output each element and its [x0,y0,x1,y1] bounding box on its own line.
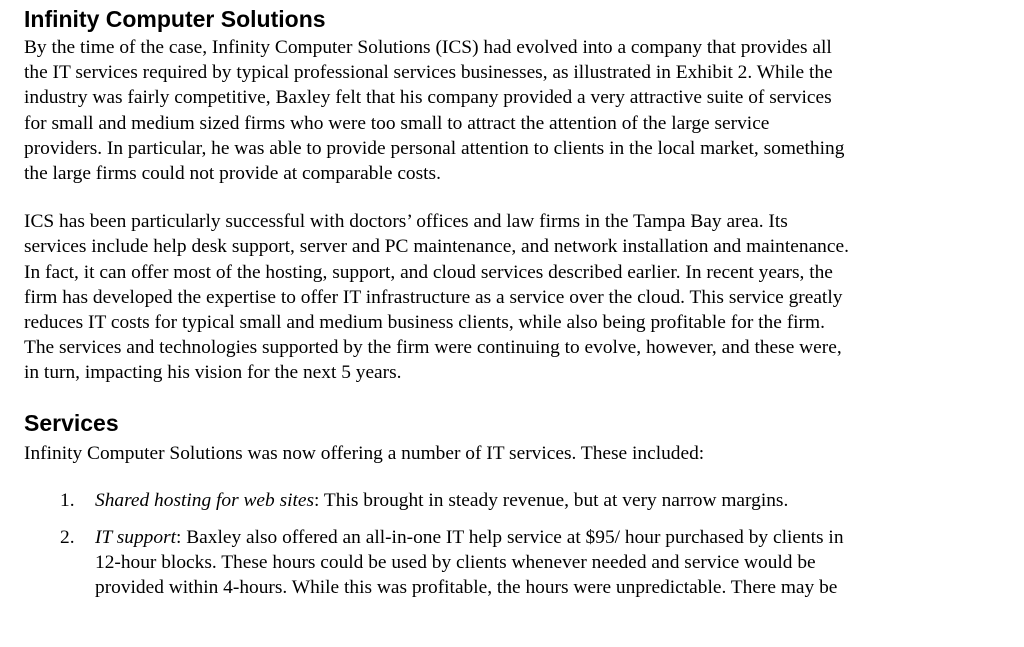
text-line: ICS has been particularly successful with doctors’ offices and law firms in the Tampa Bay area. Its [24,211,788,233]
service-description: : This brought in steady revenue, but at very narrow margins. [314,489,789,511]
list-number: 2. [60,527,75,549]
text-line [95,525,1014,550]
paragraph-company-overview [24,35,1014,186]
text-line: the large firms could not provide at comparable costs. [24,163,441,185]
section-heading-services: Services [24,409,119,436]
text-line: provided within 4-hours. While this was profitable, the hours were unpredictable. There may be [95,577,838,599]
text-line [95,488,1014,513]
service-term: Shared hosting for web sites [95,489,315,511]
document-page [24,5,1014,613]
text-line: industry was fairly competitive, Baxley felt that his company provided a very attractive suite of services [24,87,832,109]
text-line: The services and technologies supported by the firm were continuing to evolve, however, and these were, [24,337,842,359]
paragraph-services-intro: Infinity Computer Solutions was now offering a number of IT services. These included: [24,442,705,464]
text-line: In fact, it can offer most of the hosting, support, and cloud services described earlier. In recent years, the [24,261,833,283]
service-term: IT support [95,527,176,549]
text-line: firm has developed the expertise to offer IT infrastructure as a service over the cloud. This service greatly [24,286,843,308]
paragraph-ics-success [24,209,1014,385]
text-line: reduces IT costs for typical small and medium business clients, while also being profitable for the firm. [24,312,825,334]
service-description: : Baxley also offered an all-in-one IT help service at $95/ hour purchased by clients in [176,527,844,549]
text-line: for small and medium sized firms who were too small to attract the attention of the large service [24,112,770,134]
services-list [24,488,1014,601]
list-item-it-support [24,525,1014,601]
list-item-shared-hosting [24,488,1014,513]
text-line: 12-hour blocks. These hours could be used by clients whenever needed and service would be [95,552,816,574]
text-line: providers. In particular, he was able to provide personal attention to clients in the local market, something [24,137,845,159]
list-number: 1. [60,489,75,511]
text-line: in turn, impacting his vision for the next 5 years. [24,362,402,384]
text-line: the IT services required by typical professional services businesses, as illustrated in Exhibit 2. While the [24,62,833,84]
section-heading-company: Infinity Computer Solutions [24,6,326,32]
text-line: services include help desk support, server and PC maintenance, and network installation and maintenance. [24,236,849,258]
text-line: By the time of the case, Infinity Computer Solutions (ICS) had evolved into a company that provides all [24,37,832,58]
